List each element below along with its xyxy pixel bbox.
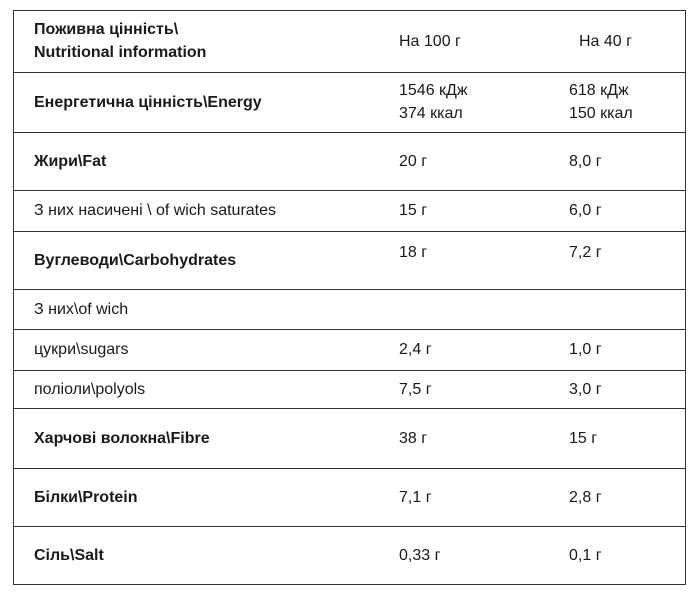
row-label: Жири\Fat	[14, 132, 379, 190]
row-value-40: 15 г	[549, 408, 685, 468]
table-row	[14, 329, 685, 370]
row-value-100: 7,1 г	[379, 468, 549, 526]
row-value-40: 2,8 г	[549, 468, 685, 526]
row-value-100	[379, 72, 549, 132]
header-label-line1: Поживна цінність\	[34, 21, 179, 39]
energy-kj-100: 1546 кДж	[399, 82, 468, 99]
table-row	[14, 190, 685, 231]
table-row	[14, 526, 685, 584]
table-row	[14, 231, 685, 289]
nutrition-grid	[14, 11, 685, 584]
row-value-40: 0,1 г	[569, 546, 602, 564]
row-value-100: 0,33 г	[399, 546, 441, 564]
row-value-40: 6,0 г	[549, 190, 685, 231]
row-value-100: 15 г	[379, 190, 549, 231]
row-value-40: 3,0 г	[549, 370, 685, 408]
header-per100: На 100 г	[379, 11, 549, 72]
header-row	[14, 11, 685, 72]
energy-kcal-40: 150 ккал	[569, 105, 633, 122]
row-label: Вуглеводи\Carbohydrates	[14, 231, 379, 289]
row-label: поліоли\polyols	[14, 370, 379, 408]
row-value-40	[549, 72, 685, 132]
energy-kcal-100: 374 ккал	[399, 105, 463, 122]
table-row	[14, 468, 685, 526]
row-value-100	[379, 289, 549, 329]
row-value-40: 1,0 г	[549, 329, 685, 370]
row-value-100: 18 г	[379, 231, 549, 289]
row-label: цукри\sugars	[14, 329, 379, 370]
nutrition-table	[13, 10, 686, 585]
table-row	[14, 370, 685, 408]
row-label: Сіль\Salt	[34, 546, 104, 564]
row-label: Харчові волокна\Fibre	[14, 408, 379, 468]
table-row	[14, 72, 685, 132]
table-row	[14, 132, 685, 190]
row-label: Енергетична цінність\Energy	[14, 72, 379, 132]
table-row	[14, 408, 685, 468]
header-per40: На 40 г	[549, 11, 685, 72]
row-label: З них\of wich	[14, 289, 379, 329]
row-value-40: 8,0 г	[549, 132, 685, 190]
row-value-100: 38 г	[379, 408, 549, 468]
table-row	[14, 289, 685, 329]
row-label: Білки\Protein	[14, 468, 379, 526]
header-label	[14, 11, 379, 72]
row-value-100: 7,5 г	[379, 370, 549, 408]
energy-kj-40: 618 кДж	[569, 82, 629, 99]
row-label: З них насичені \ of wich saturates	[14, 190, 379, 231]
header-label-line2: Nutritional information	[34, 44, 207, 62]
row-value-40	[549, 289, 685, 329]
row-value-100: 2,4 г	[379, 329, 549, 370]
row-value-100: 20 г	[379, 132, 549, 190]
row-value-40: 7,2 г	[549, 231, 685, 289]
